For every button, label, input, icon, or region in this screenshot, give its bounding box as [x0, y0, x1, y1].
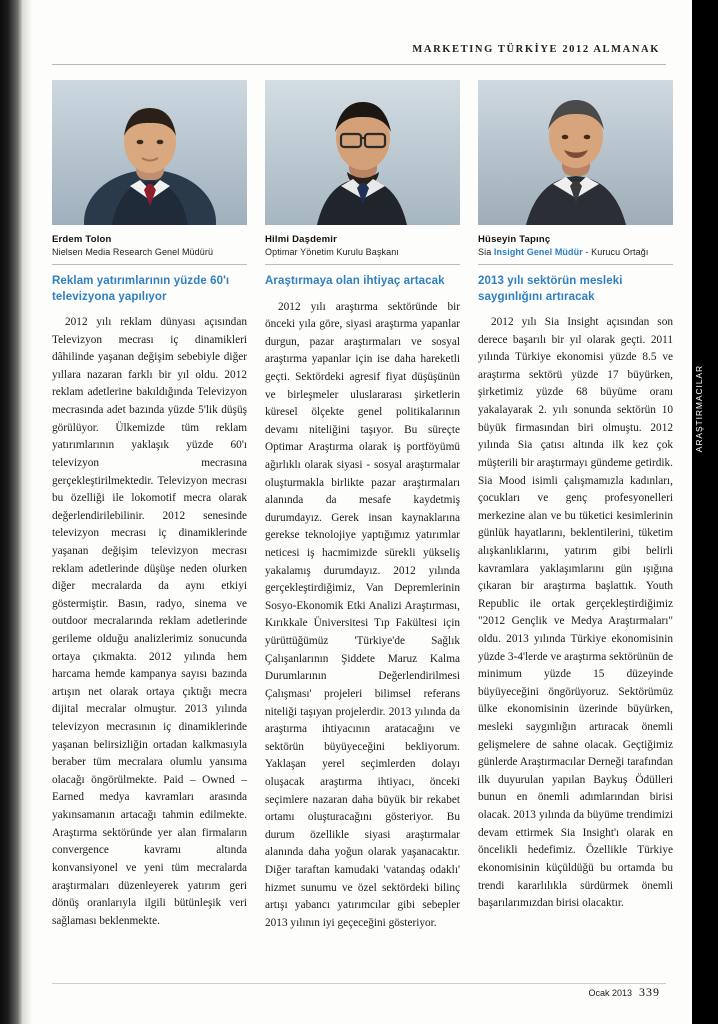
article-columns	[52, 80, 672, 932]
running-header: MARKETING TÜRKİYE 2012 ALMANAK	[412, 44, 660, 55]
divider	[52, 264, 247, 265]
article-column-2	[265, 80, 460, 932]
article-body: 2012 yılı reklam dünyası açısından Televizyon mecrası iç dinamikleri dâhilinde yaşanan değişim sebebiyle diğer yıllara nazaran farklı bir yıl oldu. 2012 reklam adetlerine bakıldığında Televizyon mecrasında adet bazında yüzde 5'lik düşüş görülüyor. Ülkemizde tüm reklam yatırımlarının yaklaşık yüzde 60'ı televizyon mecrasına gerçekleştirilmektedir. Televizyon mecrası bu özelliği ile lokomotif mecra olarak değerlendirilebilinir. 2012 senesinde televizyon mecrası iç dinamiklerinde yaşanan değişim televizyon mecrası reklam adetlerinde düşüşe neden olurken diğer mecralarda da aynı etkiyi göstermiştir. Basın, radyo, sinema ve outdoor mecralarında reklam adetlerinde gerileme olduğu analizlerimiz sonucunda ortaya çıkmakta. 2012 yılında hem harcama hemde kampanya sayısı bazında artışın net olarak ortaya çıktığı mecra dijital mecralar olmuştur. 2013 yılında televizyon mecrasının iç dinamiklerinde yaşanan belirsizliğin ortadan kalkmasıyla beraber tüm mecralara olumlu yansıma olacağı öngörülmekte. Paid – Owned – Earned medya kavramları arasında yakınsamanın artacağı tahmin edilmekte. Araştırma sektöründe yer alan firmaların convergence kavramı altında konvansiyonel ve yeni tüm mecralarda araştırmaları düzenleyerek yatırım geri dönüş oranlarıyla ilgili bütünleşik veri sağlaması beklenmekte.	[52, 316, 247, 927]
page-number: 339	[639, 985, 660, 999]
article-headline: 2013 yılı sektörün mesleki saygınlığını artıracak	[478, 275, 623, 303]
article-headline: Araştırmaya olan ihtiyaç artacak	[265, 275, 445, 287]
portrait-huseyin-tapinc	[478, 80, 673, 225]
header-rule	[52, 64, 666, 65]
article-body: 2012 yılı araştırma sektöründe bir önceki yıla göre, siyasi araştırma yapanlar durgun, pazar araştırmaları ve sosyal araştırma yapanlar için ise daha hareketli geçti. Sektördeki agresif fiyat düşüşünün ve birleşmeler uluslararası şirketlerin küresel ölçekte genel politikalarının devamı niteliğini taşıyor. Bu süreçte Optimar Araştırma olarak iş portföyümü ağırlıklı olarak siyasi - sosyal araştırmalar oluşturmakla birlikte pazar araştırmaları alanında da mesafe kaydetmiş durumdayız. Gerek insan kaynaklarına gerekse teknolojiye yaptığımız yatırımlar neticesi iş hacmimizde sürekli yükseliş yakalamış durumdayız. 2012 yılında gerçekleştirdiğimiz, Van Depremlerinin Sosyo-Ekonomik Etki Analizi Araştırması, Kırıkkale Üniversitesi Tıp Fakültesi için yürüttüğümüz 'Türkiye'de Sağlık Çalışanlarının Şiddete Maruz Kalma Durumlarının Değerlendirilmesi Çalışması' projeleri bilimsel referans niteliği taşıyan projelerdir. 2013 yılında da araştırma ihtiyacının aratacağını ve sektörün büyüyeceğini bekliyorum. Yaklaşan yerel seçimlerden dolayı oluşacak araştırma ihtiyacı, önceki seçimlere nazaran daha büyük bir rekabet ortamı oluşturacağını gösteriyor. Bu durum özellikle siyasi araştırmalar alanında daha yoğun olarak yaşanacaktır. Diğer taraftan kamudaki 'vatandaş odaklı' hizmet sunumu ve özel sektördeki bilinç artışı yabancı yatırımcılar gibi sebepler 2013 yılının iyi geçeceğini gösteriyor.	[265, 300, 460, 929]
footer-rule	[52, 983, 666, 984]
issue-date: Ocak 2013	[588, 988, 632, 998]
divider	[265, 264, 460, 265]
page-edge-gradient	[22, 0, 32, 1024]
book-spine-shadow	[0, 0, 22, 1024]
section-tab	[692, 0, 718, 1024]
article-column-3	[478, 80, 673, 932]
article-body: 2012 yılı Sia Insight açısından son derece başarılı bir yıl olarak geçti. 2011 yılında Türkiye ekonomisi yüzde 8.5 ve araştırma sektörü yüzde 17 büyürken, şirketimiz yüzde 68 büyüme oranı yakalayarak 2. yılı sonunda sektörün 10 büyük firmasından biri olmuştu. 2012 yılında Sia çatısı altında ilk kez çok müşterili bir araştırmayı gündeme getirdik. Sia Mood isimli çalışmamızla kadınları, çocukları ve genç profesyonelleri merkezine alan ve bu tüketici kesimlerinin günlük hayatlarını, beklentilerini, tüketim alışkanlıklarını, yatırım gibi belirli kavramlara yaklaşımlarını gün ışığına çıkaran bir araştırma başlattık. Youth Republic ile ortak gerçekleştirdiğimiz "2012 Gençlik ve Medya Araştırmaları" oldu. 2013 yılında Türkiye ekonomisinin yüzde 3-4'lerde ve araştırma sektörünün de minimum yüzde 15 düzeyinde büyüyeceğini öngörüyoruz. Sektörümüz ülke ekonomisinin üzerinde büyürken, mesleki saygınlığın artıracak önemli gelişmelere de sahne olacak. Geçtiğimiz günlerde Araştırmacılar Derneği tarafından ilk duyurulan yapılan Baykuş Ödülleri bunun en önemli adımlarından birisi olacak. 2013 yılında da büyüme trendimizi devam ettirmek Sia Insight'ı olarak en öncelikli hedefimiz. Özellikle Türkiye ekonomisinin küçüldüğü bu ortamda bu trendi kararlılıkla sürdürmek önemli başarılarımızdan birisi olacaktır.	[478, 316, 673, 910]
person-role-highlight: Insight Genel Müdür	[493, 247, 583, 257]
person-name: Hüseyin Tapınç	[478, 234, 551, 245]
person-role-prefix: Sia	[478, 247, 494, 257]
page-content	[32, 0, 692, 1024]
person-role: Optimar Yönetim Kurulu Başkanı	[265, 247, 399, 257]
article-headline: Reklam yatırımlarının yüzde 60'ı televizyona yapılıyor	[52, 275, 230, 303]
article-column-1	[52, 80, 247, 932]
person-name: Hilmi Daşdemir	[265, 234, 337, 245]
person-name: Erdem Tolon	[52, 234, 112, 245]
portrait-erdem-tolon	[52, 80, 247, 225]
divider	[478, 264, 673, 265]
person-role	[478, 247, 673, 257]
person-role: Nielsen Media Research Genel Müdürü	[52, 247, 214, 257]
section-tab-label: ARAŞTIRMACILAR	[694, 365, 704, 453]
portrait-hilmi-dasdemir	[265, 80, 460, 225]
page-footer	[588, 985, 660, 1000]
person-role-suffix: - Kurucu Ortağı	[582, 247, 649, 257]
